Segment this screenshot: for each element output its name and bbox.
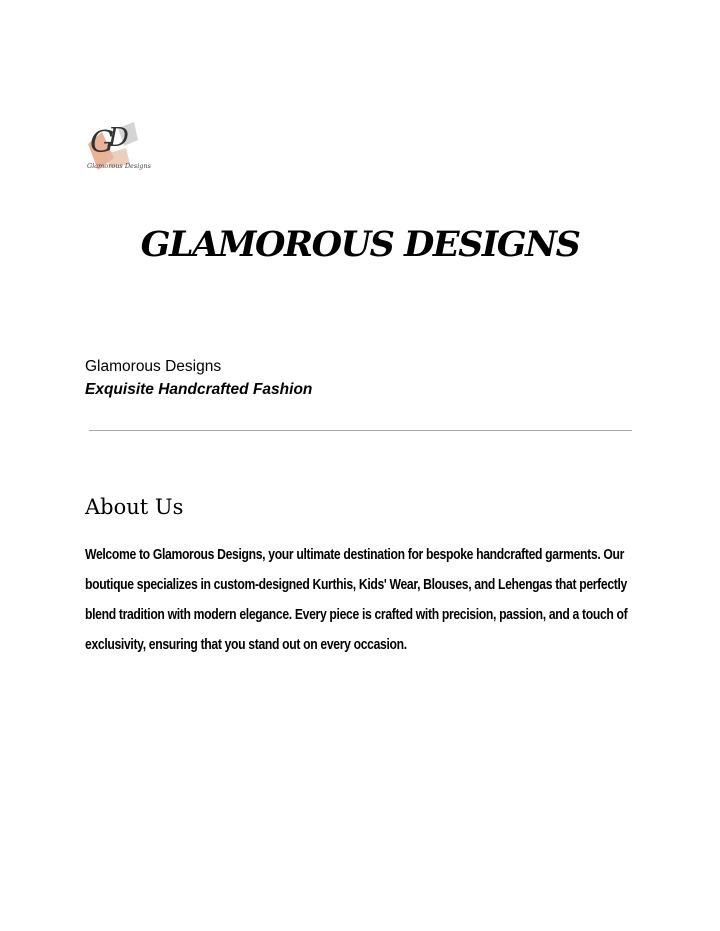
page-title: GLAMOROUS DESIGNS [140, 224, 580, 265]
logo-caption: Glamorous Designs [87, 162, 151, 170]
brand-logo [84, 114, 151, 176]
divider [89, 430, 632, 431]
svg-text:G: G [90, 125, 114, 160]
about-body: Welcome to Glamorous Designs, your ultimate destination for bespoke handcrafted garments. Our boutique specializes in custom-designed Kurthis, Kids' Wear, Blouses, and Lehengas that perfectly blend tradition with modern elegance. Every piece is crafted with precision, passion, and a touch of exclusivity, ensuring that you stand out on every occasion. [85, 547, 628, 653]
about-heading: About Us [85, 495, 184, 519]
logo-image [84, 114, 151, 176]
svg-text:D: D [108, 123, 129, 153]
brand-tagline: Exquisite Handcrafted Fashion [85, 381, 313, 398]
brand-name: Glamorous Designs [85, 358, 222, 375]
